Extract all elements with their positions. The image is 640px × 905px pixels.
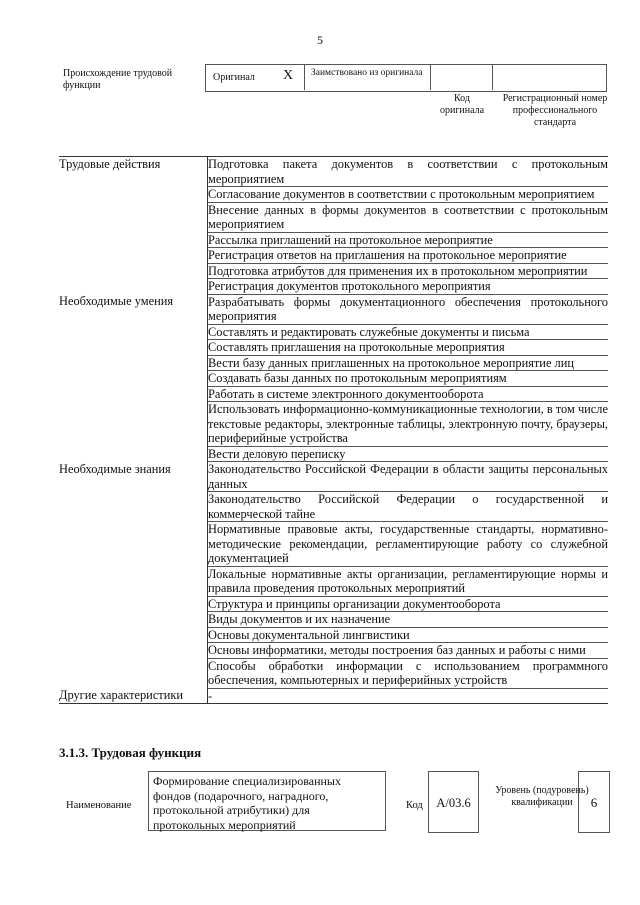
table-cell: Законодательство Российской Федерации в области защиты персональных данных: [208, 462, 608, 491]
group-label: Трудовые действия: [59, 157, 208, 294]
table-cell: Вести деловую переписку: [208, 446, 609, 462]
group-label: Необходимые умения: [59, 294, 208, 462]
reg-caption: Регистрационный номер профессионального стандарта: [502, 93, 608, 128]
function-characteristics-table: [59, 157, 608, 704]
table-cell: Рассылка приглашений на протокольное мероприятие: [208, 232, 609, 248]
table-cell: Структура и принципы организации документооборота: [208, 596, 609, 612]
origin-divider: [492, 64, 493, 90]
table-cell: Работать в системе электронного документооборота: [208, 386, 609, 402]
origin-label: Происхождение трудовой функции: [63, 68, 173, 91]
table-cell: Регистрация ответов на приглашения на протокольное мероприятие: [208, 248, 609, 264]
table-cell: -: [208, 688, 609, 704]
table-cell: Основы информатики, методы построения баз данных и работы с ними: [208, 643, 609, 659]
table-cell: Регистрация документов протокольного мероприятия: [208, 279, 609, 295]
table-cell: Составлять приглашения на протокольные мероприятия: [208, 340, 609, 356]
table-row: [59, 688, 608, 704]
origin-divider: [304, 64, 305, 90]
table-row: [59, 294, 608, 324]
table-cell: Вести базу данных приглашенных на протокольное мероприятие лиц: [208, 355, 609, 371]
table-cell: Локальные нормативные акты организации, регламентирующие нормы и правила проведения протокольных мероприятий: [208, 566, 608, 595]
level-field: 6: [578, 771, 610, 833]
table-cell: Законодательство Российской Федерации о государственной и коммерческой тайне: [208, 492, 608, 521]
original-mark: X: [283, 68, 294, 83]
table-cell: Основы документальной лингвистики: [208, 627, 609, 643]
section-heading: 3.1.3. Трудовая функция: [59, 745, 202, 760]
table-cell: Согласование документов в соответствии с протокольным мероприятием: [208, 187, 609, 203]
group-label: Необходимые знания: [59, 462, 208, 689]
table-cell: Внесение данных в формы документов в соответствии с протокольным мероприятием: [208, 202, 608, 231]
table-cell: Использовать информационно-коммуникационные технологии, в том числе текстовые редакторы, электронные таблицы, электронную почту, браузеры, периферийные устройства: [208, 402, 608, 445]
table-cell: Создавать базы данных по протокольным мероприятиям: [208, 371, 609, 387]
table-cell: Подготовка пакета документов в соответствии с протокольным мероприятием: [208, 157, 608, 186]
table-cell: Нормативные правовые акты, государственные стандарты, нормативно-методические рекомендации, регламентирующие работу со служебной документацией: [208, 522, 608, 565]
group-label: Другие характеристики: [59, 688, 208, 704]
code-caption: Код оригинала: [439, 93, 485, 116]
origin-divider: [430, 64, 431, 90]
table-cell: Подготовка атрибутов для применения их в протокольном мероприятии: [208, 263, 609, 279]
original-label: Оригинал: [213, 72, 255, 83]
code-label: Код: [406, 800, 423, 811]
table-cell: Разрабатывать формы документационного обеспечения протокольного мероприятия: [208, 294, 608, 323]
level-label: Уровень (подуровень) квалификации: [495, 785, 589, 808]
table-cell: Составлять и редактировать служебные документы и письма: [208, 324, 609, 340]
borrowed-label: Заимствовано из оригинала: [311, 68, 423, 78]
name-label: Наименование: [66, 800, 132, 811]
page-number: 5: [317, 33, 323, 47]
table-row: [59, 157, 608, 187]
function-code-field: А/03.6: [428, 771, 479, 833]
table-cell: Способы обработки информации с использованием программного обеспечения, компьютерных и периферийных устройств: [208, 658, 608, 687]
table-cell: Виды документов и их назначение: [208, 612, 609, 628]
function-name-field: Формирование специализированных фондов (подарочного, наградного, протокольной атрибутики) для протокольных мероприятий: [148, 771, 386, 831]
table-row: [59, 462, 608, 492]
